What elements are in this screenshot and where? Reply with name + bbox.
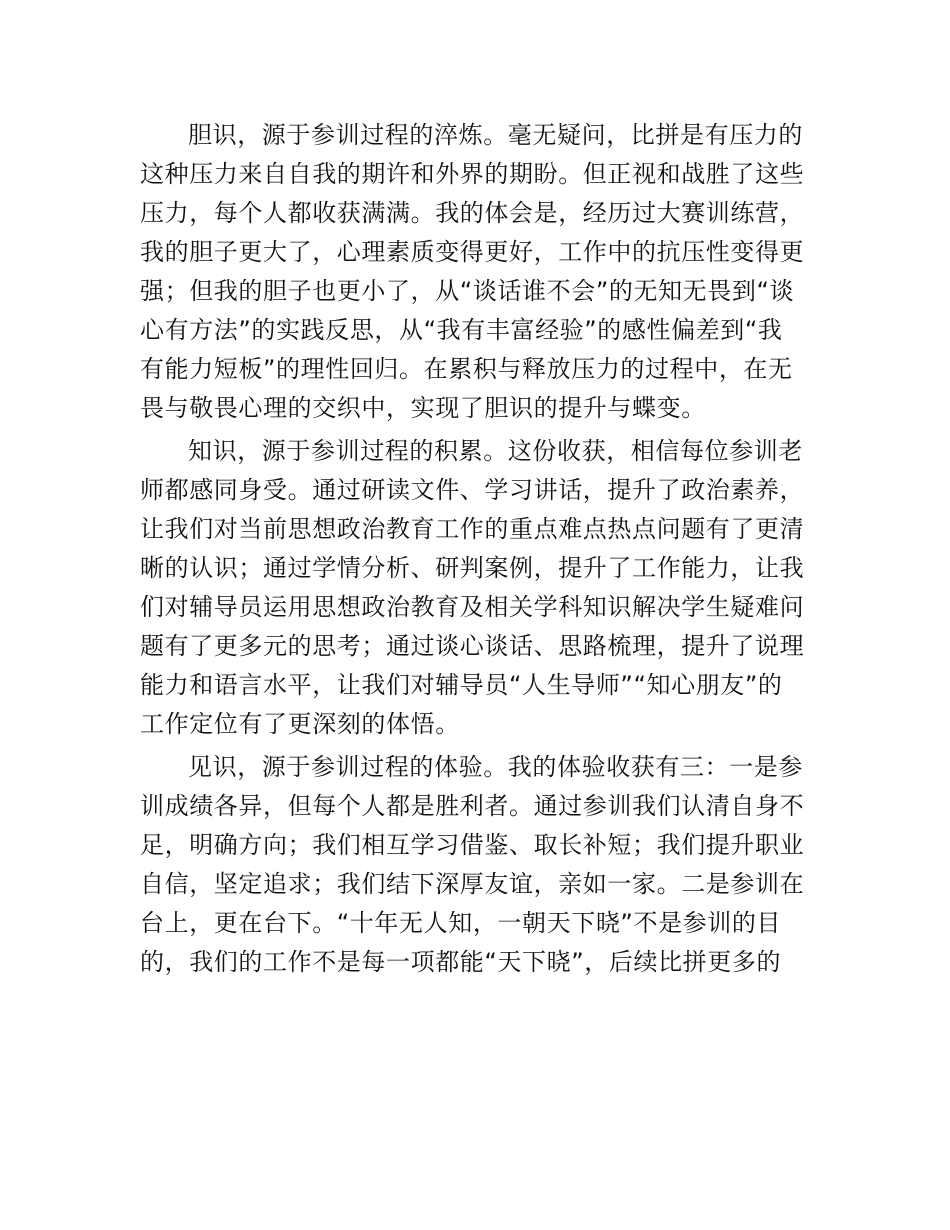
text-line: 足，明确方向；我们相互学习借鉴、取长补短；我们提升职业 (140, 831, 805, 859)
text-line: 这种压力来自自我的期许和外界的期盼。但正视和战胜了这些 (140, 160, 805, 188)
text-line: 师都感同身受。通过研读文件、学习讲话，提升了政治素养， (140, 476, 805, 504)
text-line: 训成绩各异，但每个人都是胜利者。通过参训我们认清自身不 (140, 792, 805, 820)
text-line: 我的胆子更大了，心理素质变得更好，工作中的抗压性变得更 (140, 238, 805, 266)
text-line: 心有方法”的实践反思，从“我有丰富经验”的感性偏差到“我 (140, 316, 783, 344)
text-line: 畏与敬畏心理的交织中，实现了胆识的提升与蝶变。 (140, 394, 706, 422)
text-line: 见识，源于参训过程的体验。我的体验收获有三：一是参 (188, 753, 803, 781)
text-line: 工作定位有了更深刻的体悟。 (140, 710, 460, 738)
text-line: 台上，更在台下。“十年无人知，一朝天下晓”不是参训的目 (140, 909, 782, 937)
text-line: 有能力短板”的理性回归。在累积与释放压力的过程中，在无 (140, 355, 793, 383)
text-line: 题有了更多元的思考；通过谈心谈话、思路梳理，提升了说理 (140, 632, 805, 660)
document-body (140, 116, 820, 986)
text-line: 强；但我的胆子也更小了，从“谈话谁不会”的无知无畏到“谈 (140, 277, 795, 305)
text-line: 知识，源于参训过程的积累。这份收获，相信每位参训老 (188, 437, 803, 465)
text-line: 晰的认识；通过学情分析、研判案例，提升了工作能力，让我 (140, 554, 805, 582)
text-line: 胆识，源于参训过程的淬炼。毫无疑问，比拼是有压力的 (188, 121, 803, 149)
text-line: 的，我们的工作不是每一项都能“天下晓”，后续比拼更多的 (140, 948, 782, 976)
text-line: 自信，坚定追求；我们结下深厚友谊，亲如一家。二是参训在 (140, 870, 805, 898)
paragraph-courage (140, 116, 820, 428)
paragraph-insight (140, 748, 820, 982)
text-line: 们对辅导员运用思想政治教育及相关学科知识解决学生疑难问 (140, 593, 805, 621)
text-line: 能力和语言水平，让我们对辅导员“人生导师”“知心朋友”的 (140, 671, 783, 699)
text-line: 压力，每个人都收获满满。我的体会是，经历过大赛训练营， (140, 199, 805, 227)
paragraph-knowledge (140, 432, 820, 744)
text-line: 让我们对当前思想政治教育工作的重点难点热点问题有了更清 (140, 515, 805, 543)
